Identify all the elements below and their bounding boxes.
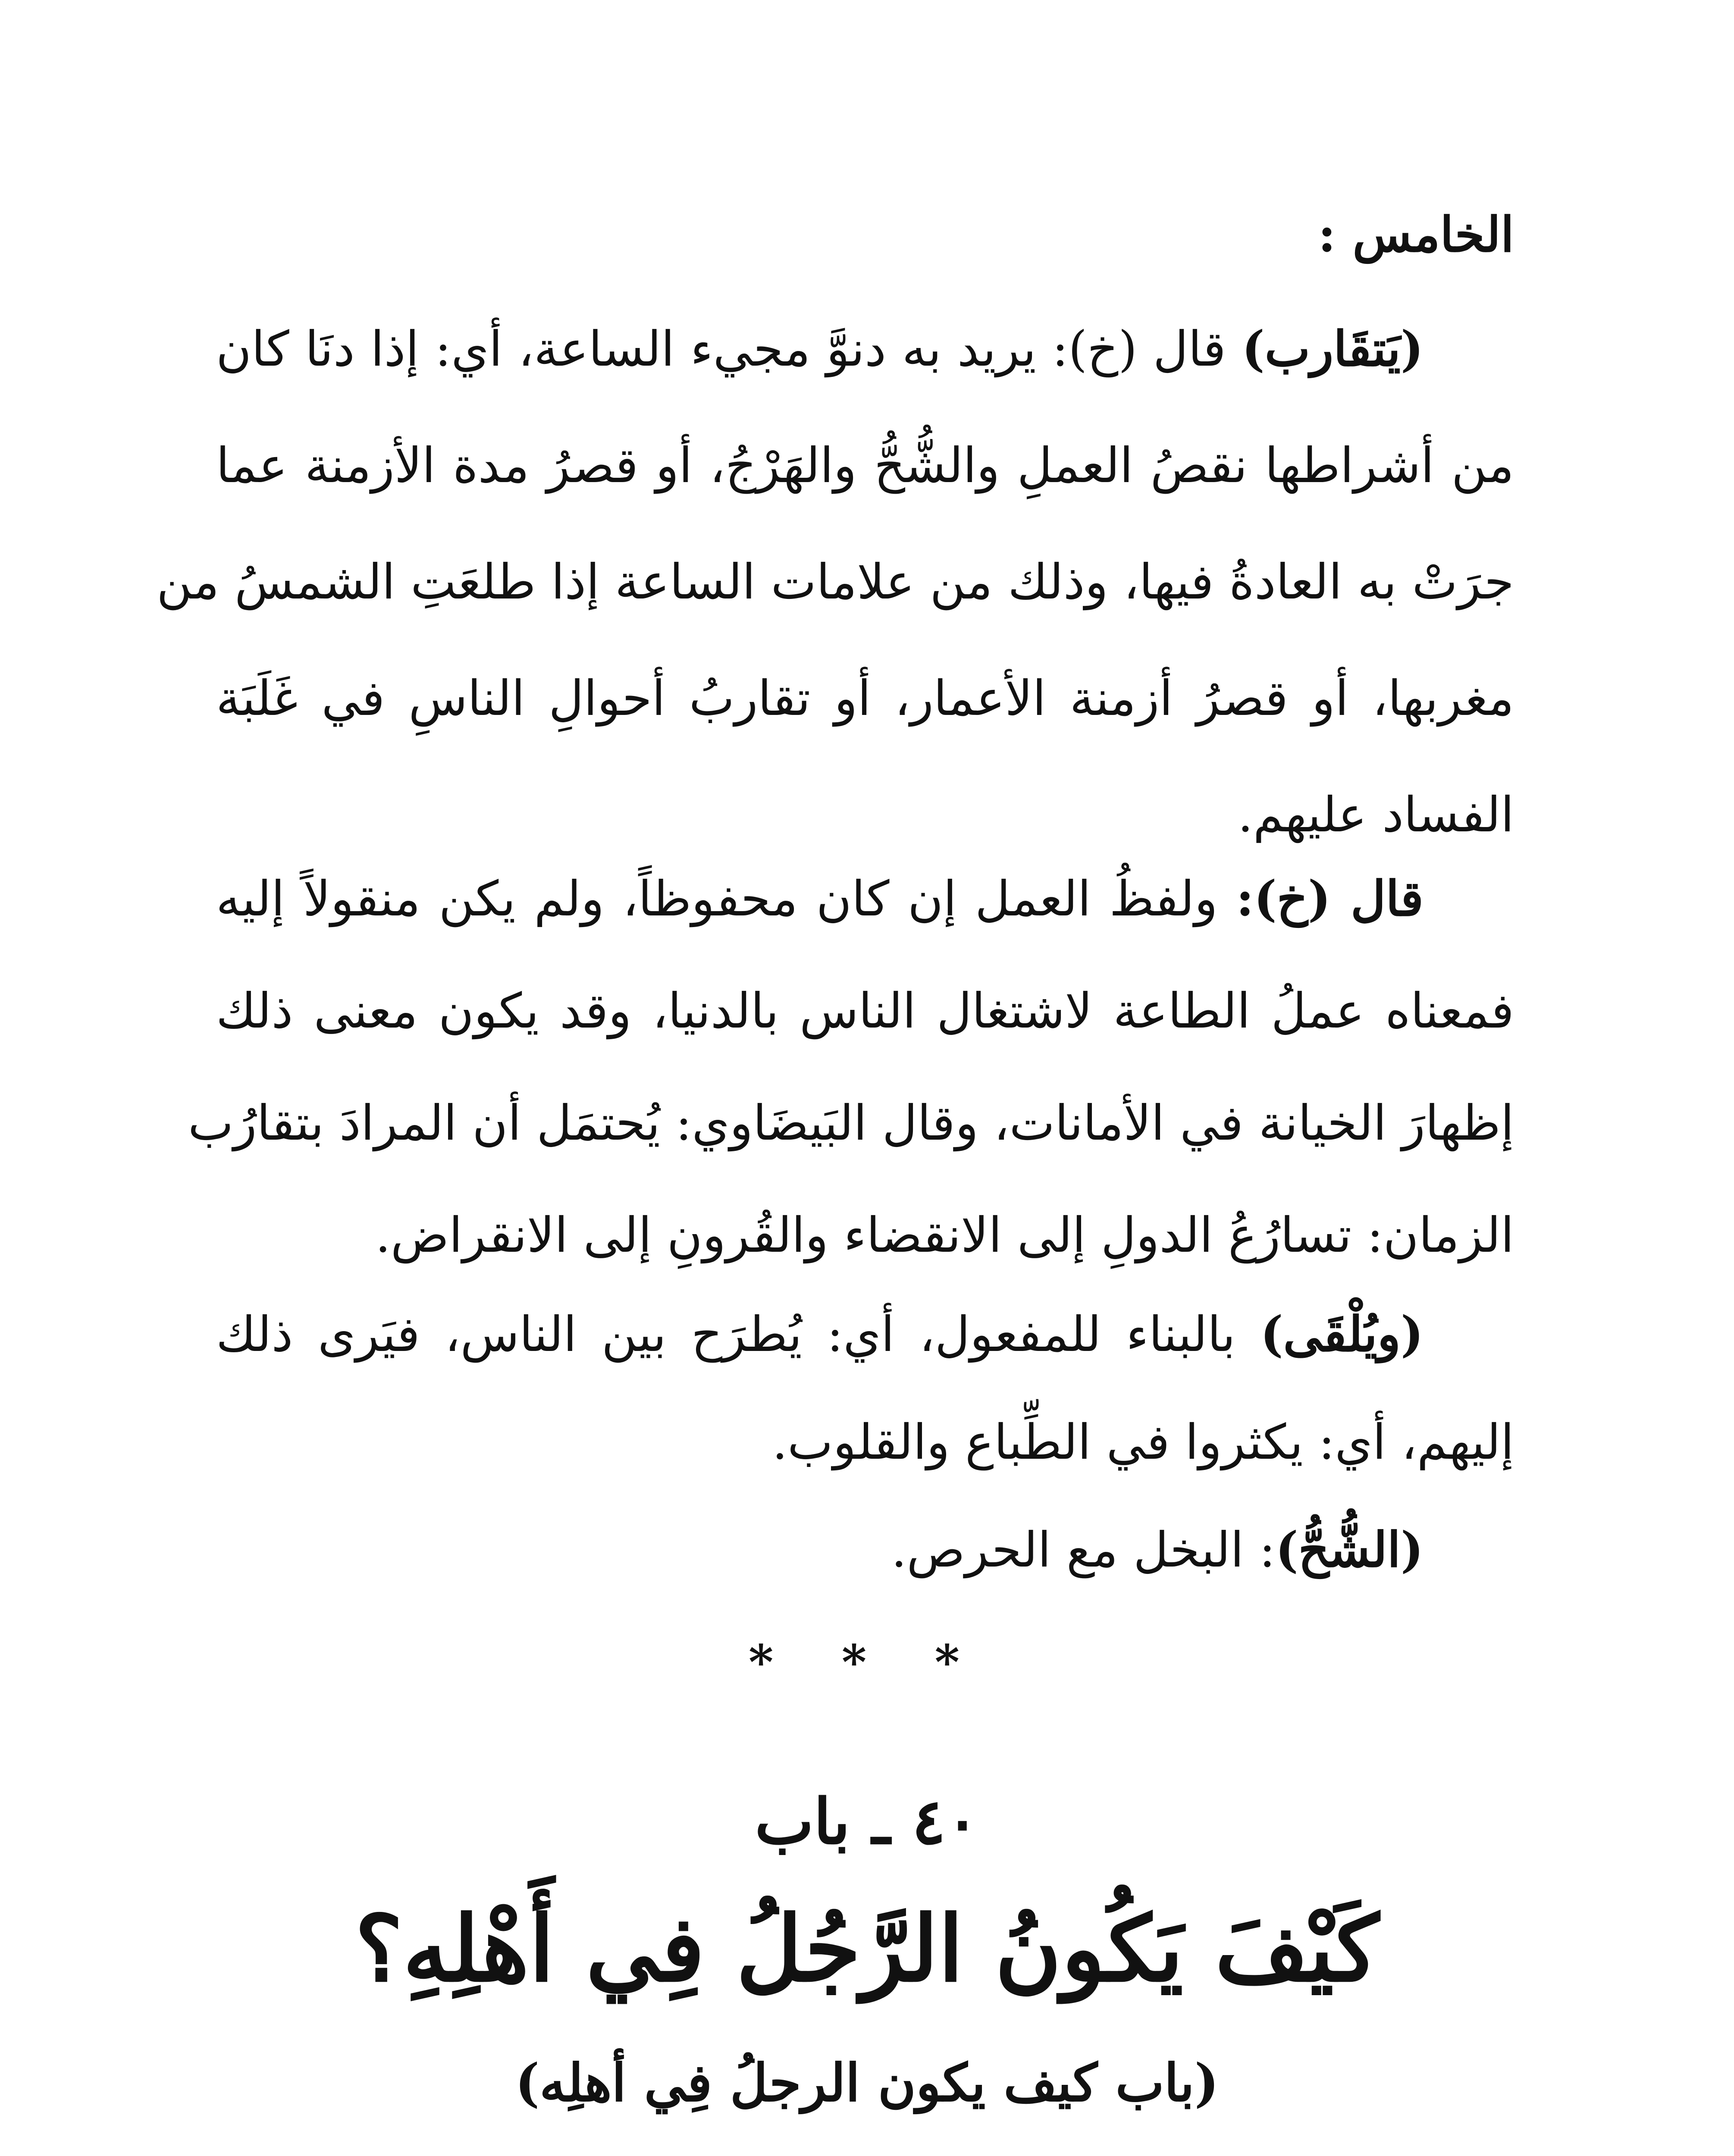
paragraph-3-line-1-text: بالبناء للمفعول، أي: يُطرَح بين الناس، فيَرى ذلك — [216, 1307, 1261, 1363]
paragraph-2-line-1-text: ولفظُ العمل إن كان محفوظاً، ولم يكن منقولاً إليه — [216, 871, 1236, 927]
paragraph-3-line-2: إليهم، أي: يكثروا في الطِّباع والقلوب. — [772, 1414, 1514, 1470]
paragraph-1-line-4: مغربها، أو قصرُ أزمنة الأعمار، أو تقاربُ أحوالِ الناسِ في غَلَبَة — [216, 671, 1514, 727]
paragraph-1-line-1-text: قال (خ): يريد به دنوَّ مجيء الساعة، أي: إذا دنَا كان — [216, 321, 1242, 377]
paragraph-1-line-3: جرَتْ به العادةُ فيها، وذلك من علامات الساعة إذا طلعَتِ الشمسُ من — [157, 554, 1514, 610]
chapter-number: ٤٠ ـ باب — [755, 1785, 979, 1858]
paragraph-3-line-1 — [216, 1302, 1424, 1367]
section-heading-fifth: الخامس : — [1318, 207, 1514, 263]
paragraph-2-line-3: إظهارَ الخيانة في الأمانات، وقال البَيضَاوي: يُحتمَل أن المرادَ بتقارُب — [188, 1095, 1514, 1151]
paragraph-1-line-5: الفساد عليهم. — [1238, 787, 1514, 843]
term-shuhh: (الشُّحُّ) — [1275, 1522, 1424, 1578]
paragraph-4-line-1 — [891, 1518, 1424, 1583]
term-yulqa: (ويُلْقَى) — [1260, 1306, 1424, 1363]
chapter-subtitle: (باب كيف يكون الرجلُ فِي أهلِه) — [515, 2053, 1219, 2113]
term-yataqarab: (يَتقَارب) — [1242, 321, 1424, 377]
paragraph-2-line-4: الزمان: تسارُعُ الدولِ إلى الانقضاء والقُرونِ إلى الانقراض. — [375, 1207, 1514, 1263]
paragraph-1-line-1 — [216, 317, 1424, 382]
paragraph-1-line-2: من أشراطها نقصُ العملِ والشُّحُّ والهَرْجُ، أو قصرُ مدة الأزمنة عما — [216, 438, 1514, 494]
chapter-title: كَيْفَ يَكُونُ الرَّجُلُ فِي أَهْلِهِ؟ — [354, 1896, 1380, 2002]
section-separator: * * * — [748, 1634, 986, 1690]
paragraph-2-line-1 — [216, 867, 1424, 931]
paragraph-2-line-2: فمعناه عملُ الطاعة لاشتغال الناس بالدنيا، وقد يكون معنى ذلك — [216, 983, 1514, 1039]
term-qal-kh: قال (خ): — [1236, 871, 1424, 927]
paragraph-4-line-1-text: : البخل مع الحرص. — [891, 1522, 1276, 1578]
